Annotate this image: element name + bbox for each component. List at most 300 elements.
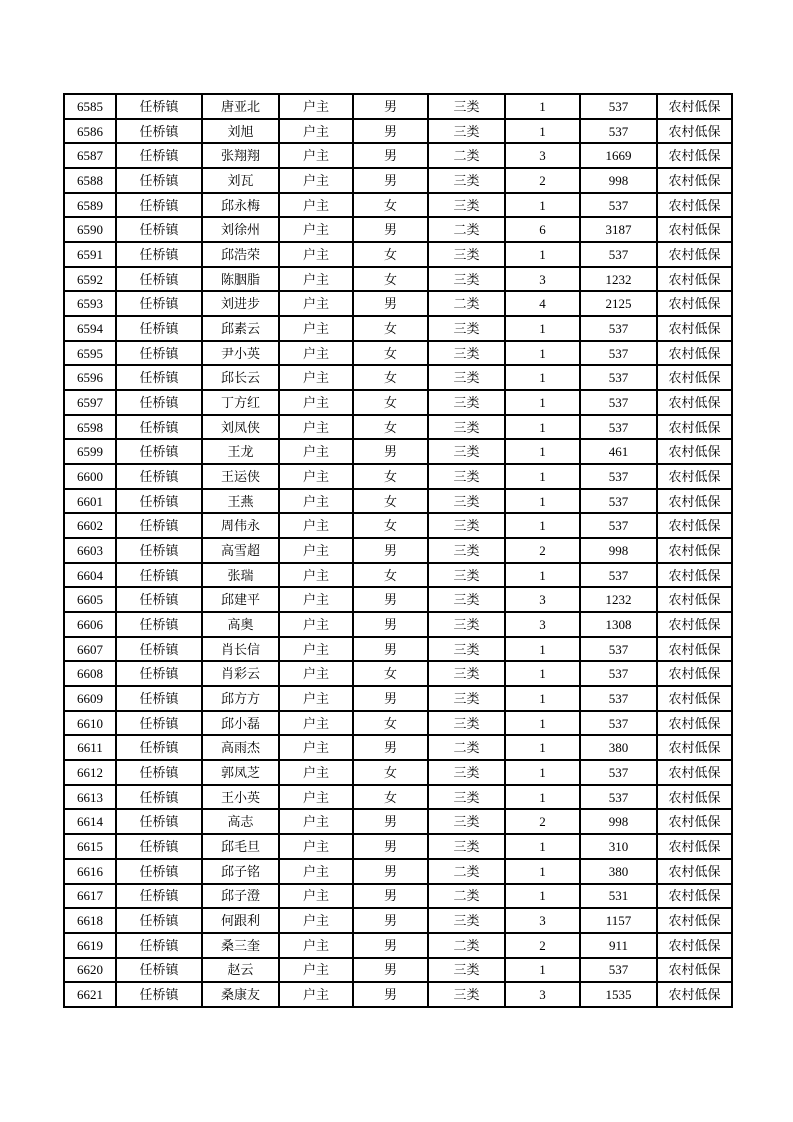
cell-id: 6594 xyxy=(64,316,116,341)
cell-relation: 户主 xyxy=(279,809,353,834)
cell-type: 农村低保 xyxy=(657,119,732,144)
cell-town: 任桥镇 xyxy=(116,711,202,736)
cell-category: 三类 xyxy=(428,637,505,662)
cell-id: 6595 xyxy=(64,341,116,366)
cell-category: 三类 xyxy=(428,119,505,144)
cell-gender: 男 xyxy=(353,217,428,242)
cell-category: 三类 xyxy=(428,908,505,933)
cell-id: 6618 xyxy=(64,908,116,933)
cell-category: 三类 xyxy=(428,661,505,686)
cell-gender: 女 xyxy=(353,785,428,810)
cell-name: 高雨杰 xyxy=(202,735,279,760)
cell-persons: 1 xyxy=(505,661,580,686)
cell-category: 三类 xyxy=(428,834,505,859)
cell-type: 农村低保 xyxy=(657,563,732,588)
cell-type: 农村低保 xyxy=(657,489,732,514)
cell-type: 农村低保 xyxy=(657,464,732,489)
cell-persons: 2 xyxy=(505,933,580,958)
cell-category: 三类 xyxy=(428,513,505,538)
cell-category: 二类 xyxy=(428,291,505,316)
table-body xyxy=(64,94,732,1007)
cell-persons: 1 xyxy=(505,341,580,366)
cell-amount: 537 xyxy=(580,94,657,119)
cell-relation: 户主 xyxy=(279,661,353,686)
cell-relation: 户主 xyxy=(279,464,353,489)
cell-gender: 女 xyxy=(353,563,428,588)
cell-persons: 2 xyxy=(505,168,580,193)
cell-relation: 户主 xyxy=(279,513,353,538)
cell-town: 任桥镇 xyxy=(116,193,202,218)
cell-name: 丁方红 xyxy=(202,390,279,415)
cell-persons: 1 xyxy=(505,464,580,489)
cell-category: 三类 xyxy=(428,341,505,366)
table-row xyxy=(64,711,732,736)
table-row xyxy=(64,267,732,292)
cell-persons: 1 xyxy=(505,859,580,884)
cell-amount: 537 xyxy=(580,637,657,662)
cell-id: 6621 xyxy=(64,982,116,1007)
cell-relation: 户主 xyxy=(279,489,353,514)
table-row xyxy=(64,168,732,193)
cell-persons: 1 xyxy=(505,439,580,464)
cell-persons: 1 xyxy=(505,834,580,859)
cell-persons: 1 xyxy=(505,711,580,736)
table-row xyxy=(64,686,732,711)
cell-id: 6598 xyxy=(64,415,116,440)
cell-amount: 537 xyxy=(580,365,657,390)
table-row xyxy=(64,217,732,242)
cell-amount: 1308 xyxy=(580,612,657,637)
cell-type: 农村低保 xyxy=(657,538,732,563)
cell-town: 任桥镇 xyxy=(116,859,202,884)
cell-relation: 户主 xyxy=(279,291,353,316)
cell-town: 任桥镇 xyxy=(116,884,202,909)
cell-gender: 女 xyxy=(353,316,428,341)
cell-type: 农村低保 xyxy=(657,415,732,440)
cell-id: 6605 xyxy=(64,587,116,612)
cell-name: 陈胭脂 xyxy=(202,267,279,292)
cell-category: 三类 xyxy=(428,686,505,711)
table-row xyxy=(64,884,732,909)
cell-amount: 537 xyxy=(580,464,657,489)
cell-category: 三类 xyxy=(428,711,505,736)
cell-gender: 女 xyxy=(353,242,428,267)
cell-relation: 户主 xyxy=(279,341,353,366)
cell-category: 三类 xyxy=(428,587,505,612)
cell-persons: 1 xyxy=(505,390,580,415)
cell-town: 任桥镇 xyxy=(116,168,202,193)
cell-town: 任桥镇 xyxy=(116,94,202,119)
cell-type: 农村低保 xyxy=(657,365,732,390)
cell-persons: 1 xyxy=(505,242,580,267)
cell-type: 农村低保 xyxy=(657,94,732,119)
cell-town: 任桥镇 xyxy=(116,538,202,563)
cell-gender: 女 xyxy=(353,760,428,785)
cell-name: 邱子澄 xyxy=(202,884,279,909)
cell-id: 6606 xyxy=(64,612,116,637)
cell-id: 6613 xyxy=(64,785,116,810)
cell-persons: 2 xyxy=(505,809,580,834)
cell-town: 任桥镇 xyxy=(116,908,202,933)
cell-relation: 户主 xyxy=(279,119,353,144)
cell-amount: 537 xyxy=(580,489,657,514)
table-row xyxy=(64,735,732,760)
cell-name: 张瑞 xyxy=(202,563,279,588)
cell-town: 任桥镇 xyxy=(116,735,202,760)
cell-name: 刘凤侠 xyxy=(202,415,279,440)
table-row xyxy=(64,637,732,662)
cell-amount: 537 xyxy=(580,686,657,711)
cell-type: 农村低保 xyxy=(657,637,732,662)
cell-id: 6592 xyxy=(64,267,116,292)
cell-name: 邱小磊 xyxy=(202,711,279,736)
cell-amount: 537 xyxy=(580,341,657,366)
cell-persons: 3 xyxy=(505,908,580,933)
cell-id: 6614 xyxy=(64,809,116,834)
cell-type: 农村低保 xyxy=(657,735,732,760)
cell-category: 三类 xyxy=(428,538,505,563)
table-row xyxy=(64,859,732,884)
cell-relation: 户主 xyxy=(279,686,353,711)
cell-type: 农村低保 xyxy=(657,291,732,316)
cell-category: 三类 xyxy=(428,390,505,415)
table-row xyxy=(64,785,732,810)
cell-id: 6619 xyxy=(64,933,116,958)
table-row xyxy=(64,513,732,538)
cell-persons: 1 xyxy=(505,94,580,119)
cell-name: 高雪超 xyxy=(202,538,279,563)
cell-id: 6607 xyxy=(64,637,116,662)
cell-town: 任桥镇 xyxy=(116,686,202,711)
cell-category: 三类 xyxy=(428,489,505,514)
cell-type: 农村低保 xyxy=(657,193,732,218)
cell-name: 邱方方 xyxy=(202,686,279,711)
cell-category: 三类 xyxy=(428,365,505,390)
cell-category: 三类 xyxy=(428,168,505,193)
table-row xyxy=(64,958,732,983)
table-row xyxy=(64,489,732,514)
table-row xyxy=(64,415,732,440)
cell-town: 任桥镇 xyxy=(116,563,202,588)
cell-name: 邱素云 xyxy=(202,316,279,341)
cell-relation: 户主 xyxy=(279,316,353,341)
cell-id: 6620 xyxy=(64,958,116,983)
cell-amount: 1535 xyxy=(580,982,657,1007)
cell-persons: 1 xyxy=(505,119,580,144)
table-row xyxy=(64,193,732,218)
cell-persons: 3 xyxy=(505,587,580,612)
cell-town: 任桥镇 xyxy=(116,982,202,1007)
cell-persons: 1 xyxy=(505,316,580,341)
cell-town: 任桥镇 xyxy=(116,612,202,637)
cell-town: 任桥镇 xyxy=(116,464,202,489)
cell-category: 三类 xyxy=(428,267,505,292)
cell-name: 周伟永 xyxy=(202,513,279,538)
cell-town: 任桥镇 xyxy=(116,933,202,958)
cell-persons: 4 xyxy=(505,291,580,316)
cell-relation: 户主 xyxy=(279,365,353,390)
cell-id: 6608 xyxy=(64,661,116,686)
cell-category: 三类 xyxy=(428,464,505,489)
cell-id: 6591 xyxy=(64,242,116,267)
cell-id: 6603 xyxy=(64,538,116,563)
cell-amount: 537 xyxy=(580,563,657,588)
cell-persons: 1 xyxy=(505,513,580,538)
cell-type: 农村低保 xyxy=(657,859,732,884)
cell-category: 三类 xyxy=(428,760,505,785)
cell-id: 6599 xyxy=(64,439,116,464)
cell-town: 任桥镇 xyxy=(116,834,202,859)
cell-type: 农村低保 xyxy=(657,612,732,637)
cell-gender: 男 xyxy=(353,587,428,612)
cell-name: 刘旭 xyxy=(202,119,279,144)
table-row xyxy=(64,365,732,390)
cell-id: 6601 xyxy=(64,489,116,514)
table-row xyxy=(64,291,732,316)
cell-gender: 男 xyxy=(353,859,428,884)
table-row xyxy=(64,563,732,588)
cell-amount: 531 xyxy=(580,884,657,909)
cell-id: 6604 xyxy=(64,563,116,588)
cell-type: 农村低保 xyxy=(657,316,732,341)
cell-category: 三类 xyxy=(428,809,505,834)
cell-category: 三类 xyxy=(428,94,505,119)
cell-type: 农村低保 xyxy=(657,390,732,415)
cell-relation: 户主 xyxy=(279,242,353,267)
cell-name: 王运侠 xyxy=(202,464,279,489)
cell-category: 二类 xyxy=(428,859,505,884)
cell-gender: 女 xyxy=(353,464,428,489)
cell-id: 6611 xyxy=(64,735,116,760)
cell-relation: 户主 xyxy=(279,143,353,168)
cell-town: 任桥镇 xyxy=(116,267,202,292)
cell-name: 邱永梅 xyxy=(202,193,279,218)
cell-town: 任桥镇 xyxy=(116,143,202,168)
cell-type: 农村低保 xyxy=(657,711,732,736)
cell-category: 三类 xyxy=(428,612,505,637)
cell-name: 邱毛旦 xyxy=(202,834,279,859)
cell-name: 王小英 xyxy=(202,785,279,810)
cell-town: 任桥镇 xyxy=(116,760,202,785)
cell-town: 任桥镇 xyxy=(116,809,202,834)
cell-amount: 537 xyxy=(580,661,657,686)
cell-persons: 1 xyxy=(505,193,580,218)
cell-persons: 1 xyxy=(505,760,580,785)
cell-gender: 男 xyxy=(353,439,428,464)
cell-name: 高志 xyxy=(202,809,279,834)
cell-category: 三类 xyxy=(428,563,505,588)
cell-type: 农村低保 xyxy=(657,834,732,859)
cell-id: 6587 xyxy=(64,143,116,168)
cell-gender: 男 xyxy=(353,982,428,1007)
cell-gender: 女 xyxy=(353,661,428,686)
cell-gender: 女 xyxy=(353,390,428,415)
cell-town: 任桥镇 xyxy=(116,661,202,686)
cell-relation: 户主 xyxy=(279,884,353,909)
cell-relation: 户主 xyxy=(279,958,353,983)
cell-amount: 537 xyxy=(580,193,657,218)
cell-name: 赵云 xyxy=(202,958,279,983)
cell-category: 三类 xyxy=(428,242,505,267)
cell-amount: 537 xyxy=(580,316,657,341)
cell-type: 农村低保 xyxy=(657,982,732,1007)
cell-name: 桑三奎 xyxy=(202,933,279,958)
cell-type: 农村低保 xyxy=(657,168,732,193)
table-row xyxy=(64,661,732,686)
cell-id: 6593 xyxy=(64,291,116,316)
cell-persons: 1 xyxy=(505,958,580,983)
cell-id: 6589 xyxy=(64,193,116,218)
table-row xyxy=(64,809,732,834)
cell-town: 任桥镇 xyxy=(116,316,202,341)
cell-amount: 537 xyxy=(580,390,657,415)
cell-amount: 537 xyxy=(580,242,657,267)
cell-name: 邱子铭 xyxy=(202,859,279,884)
cell-gender: 女 xyxy=(353,489,428,514)
cell-relation: 户主 xyxy=(279,415,353,440)
cell-town: 任桥镇 xyxy=(116,365,202,390)
cell-amount: 911 xyxy=(580,933,657,958)
table-row xyxy=(64,587,732,612)
cell-town: 任桥镇 xyxy=(116,489,202,514)
cell-id: 6586 xyxy=(64,119,116,144)
cell-type: 农村低保 xyxy=(657,785,732,810)
cell-persons: 1 xyxy=(505,735,580,760)
cell-category: 三类 xyxy=(428,982,505,1007)
table-row xyxy=(64,143,732,168)
cell-name: 邱浩荣 xyxy=(202,242,279,267)
cell-relation: 户主 xyxy=(279,439,353,464)
table-row xyxy=(64,760,732,785)
cell-relation: 户主 xyxy=(279,637,353,662)
cell-type: 农村低保 xyxy=(657,933,732,958)
cell-gender: 男 xyxy=(353,933,428,958)
cell-amount: 537 xyxy=(580,119,657,144)
cell-persons: 1 xyxy=(505,686,580,711)
cell-gender: 男 xyxy=(353,538,428,563)
cell-category: 三类 xyxy=(428,439,505,464)
cell-category: 二类 xyxy=(428,217,505,242)
cell-relation: 户主 xyxy=(279,217,353,242)
cell-relation: 户主 xyxy=(279,587,353,612)
cell-amount: 998 xyxy=(580,168,657,193)
cell-type: 农村低保 xyxy=(657,242,732,267)
cell-type: 农村低保 xyxy=(657,686,732,711)
cell-relation: 户主 xyxy=(279,711,353,736)
table-row xyxy=(64,390,732,415)
cell-gender: 女 xyxy=(353,513,428,538)
cell-amount: 3187 xyxy=(580,217,657,242)
cell-gender: 男 xyxy=(353,168,428,193)
cell-town: 任桥镇 xyxy=(116,390,202,415)
cell-name: 桑康友 xyxy=(202,982,279,1007)
cell-name: 高奥 xyxy=(202,612,279,637)
cell-gender: 男 xyxy=(353,94,428,119)
cell-type: 农村低保 xyxy=(657,143,732,168)
cell-gender: 女 xyxy=(353,267,428,292)
cell-persons: 1 xyxy=(505,785,580,810)
cell-id: 6612 xyxy=(64,760,116,785)
cell-gender: 男 xyxy=(353,637,428,662)
table-row xyxy=(64,464,732,489)
cell-name: 刘进步 xyxy=(202,291,279,316)
cell-category: 三类 xyxy=(428,785,505,810)
cell-id: 6616 xyxy=(64,859,116,884)
cell-type: 农村低保 xyxy=(657,217,732,242)
cell-amount: 537 xyxy=(580,711,657,736)
cell-category: 二类 xyxy=(428,933,505,958)
cell-type: 农村低保 xyxy=(657,908,732,933)
cell-persons: 1 xyxy=(505,563,580,588)
cell-category: 二类 xyxy=(428,884,505,909)
cell-relation: 户主 xyxy=(279,193,353,218)
cell-persons: 3 xyxy=(505,143,580,168)
cell-id: 6600 xyxy=(64,464,116,489)
cell-name: 刘瓦 xyxy=(202,168,279,193)
table-row xyxy=(64,834,732,859)
cell-id: 6596 xyxy=(64,365,116,390)
cell-amount: 998 xyxy=(580,809,657,834)
cell-name: 邱长云 xyxy=(202,365,279,390)
cell-amount: 1669 xyxy=(580,143,657,168)
cell-amount: 537 xyxy=(580,785,657,810)
cell-persons: 1 xyxy=(505,637,580,662)
cell-persons: 1 xyxy=(505,884,580,909)
cell-town: 任桥镇 xyxy=(116,242,202,267)
cell-relation: 户主 xyxy=(279,908,353,933)
cell-gender: 男 xyxy=(353,834,428,859)
cell-type: 农村低保 xyxy=(657,513,732,538)
cell-category: 三类 xyxy=(428,316,505,341)
table-row xyxy=(64,94,732,119)
cell-relation: 户主 xyxy=(279,390,353,415)
cell-id: 6585 xyxy=(64,94,116,119)
cell-type: 农村低保 xyxy=(657,760,732,785)
cell-persons: 3 xyxy=(505,612,580,637)
cell-category: 三类 xyxy=(428,415,505,440)
cell-type: 农村低保 xyxy=(657,661,732,686)
cell-gender: 女 xyxy=(353,711,428,736)
cell-name: 肖彩云 xyxy=(202,661,279,686)
cell-type: 农村低保 xyxy=(657,809,732,834)
cell-town: 任桥镇 xyxy=(116,291,202,316)
cell-category: 二类 xyxy=(428,735,505,760)
cell-gender: 男 xyxy=(353,686,428,711)
cell-type: 农村低保 xyxy=(657,439,732,464)
cell-gender: 男 xyxy=(353,908,428,933)
cell-category: 三类 xyxy=(428,958,505,983)
cell-persons: 1 xyxy=(505,489,580,514)
table-row xyxy=(64,316,732,341)
cell-type: 农村低保 xyxy=(657,267,732,292)
cell-amount: 380 xyxy=(580,859,657,884)
cell-name: 王龙 xyxy=(202,439,279,464)
cell-gender: 女 xyxy=(353,365,428,390)
cell-relation: 户主 xyxy=(279,859,353,884)
cell-town: 任桥镇 xyxy=(116,439,202,464)
cell-gender: 男 xyxy=(353,612,428,637)
cell-town: 任桥镇 xyxy=(116,513,202,538)
cell-category: 三类 xyxy=(428,193,505,218)
cell-amount: 537 xyxy=(580,415,657,440)
cell-town: 任桥镇 xyxy=(116,341,202,366)
cell-id: 6609 xyxy=(64,686,116,711)
cell-amount: 461 xyxy=(580,439,657,464)
cell-town: 任桥镇 xyxy=(116,217,202,242)
cell-amount: 537 xyxy=(580,958,657,983)
table-row xyxy=(64,982,732,1007)
cell-gender: 女 xyxy=(353,415,428,440)
